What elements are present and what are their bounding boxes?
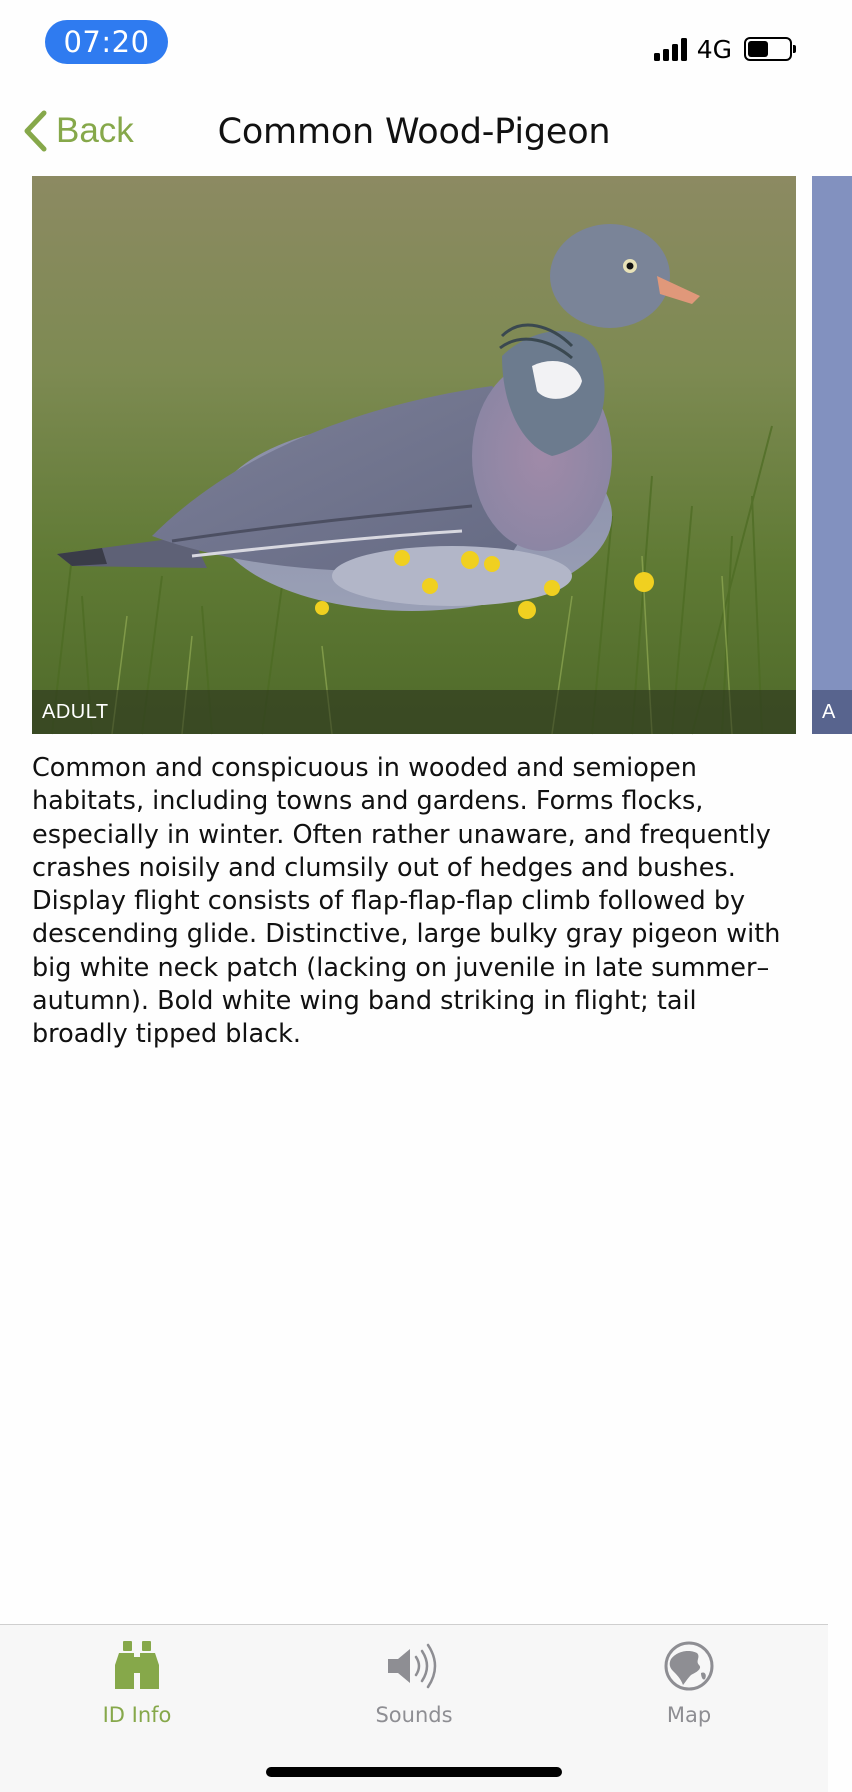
next-photo-peek[interactable]	[812, 176, 852, 734]
species-description: Common and conspicuous in wooded and semiopen habitats, including towns and gardens. Forms flocks, especially in winter. Often rather unaware, and frequently crashes noisily and clumsily out of hedges and bushes. Display flight consists of flap-flap-flap climb followed by descending glide. Distinctive, large bulky gray pigeon with big white neck patch (lacking on juvenile in late summer–autumn). Bold white wing band striking in flight; tail broadly tipped black.	[32, 753, 781, 1050]
home-indicator[interactable]	[266, 1767, 562, 1777]
caption-strip	[32, 690, 796, 734]
cellular-signal-icon	[654, 37, 687, 61]
tab-label: ID Info	[102, 1703, 172, 1727]
back-label: Back	[56, 111, 134, 150]
tab-label: Sounds	[375, 1703, 453, 1727]
status-time[interactable]: 07:20	[45, 20, 168, 64]
page-title: Common Wood-Pigeon	[217, 112, 611, 152]
pigeon-illustration	[32, 176, 796, 734]
tab-label: Map	[666, 1703, 712, 1727]
pigeon-photo[interactable]	[32, 176, 796, 734]
status-bar	[0, 0, 828, 88]
photo-carousel[interactable]	[32, 176, 836, 734]
tab-map[interactable]	[589, 1639, 789, 1739]
globe-map-icon	[659, 1639, 719, 1693]
navigation-bar	[0, 88, 828, 176]
tab-id-info[interactable]	[37, 1639, 237, 1739]
photo-caption: ADULT	[42, 701, 109, 723]
speaker-icon	[384, 1639, 444, 1693]
network-type: 4G	[696, 34, 732, 64]
next-photo-caption: A	[822, 701, 836, 723]
battery-icon	[744, 37, 796, 61]
status-indicators	[654, 34, 796, 64]
tab-sounds[interactable]	[314, 1639, 514, 1739]
binoculars-icon	[107, 1639, 167, 1693]
